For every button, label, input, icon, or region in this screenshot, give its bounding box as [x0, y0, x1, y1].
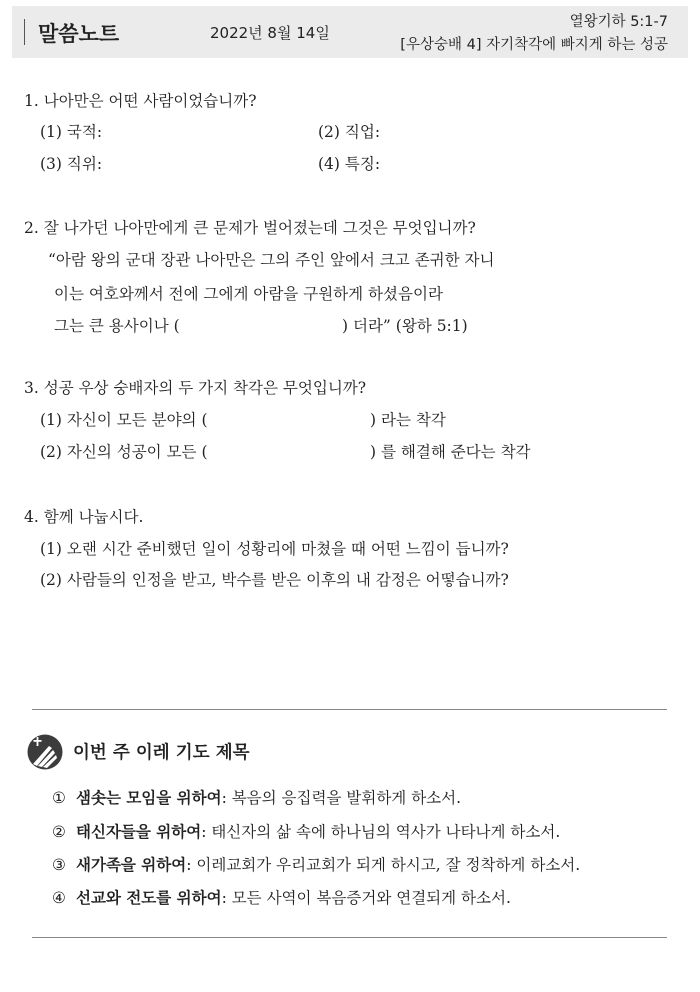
question-3: 3. 성공 우상 숭배자의 두 가지 착각은 무엇입니까?	[24, 379, 367, 397]
q1-item-position: (3) 직위:	[40, 155, 103, 173]
q2-quote-line-1: “아람 왕의 군대 장관 나아만은 그의 주인 앞에서 크고 존귀한 자니	[48, 251, 495, 269]
q2-quote-line-2: 이는 여호와께서 전에 그에게 아람을 구원하게 하셨음이라	[54, 285, 443, 303]
prayer-item-number: ②	[52, 823, 66, 841]
prayer-item-text: : 이레교회가 우리교회가 되게 하시고, 잘 정착하게 하소서.	[186, 856, 581, 874]
question-2: 2. 잘 나가던 나아만에게 큰 문제가 벌어졌는데 그것은 무엇입니까?	[24, 219, 476, 237]
prayer-item-number: ①	[52, 789, 66, 807]
header-banner	[12, 6, 688, 58]
page-title: 말씀노트	[38, 22, 120, 46]
q3-item-1-end: ) 라는 착각	[370, 411, 446, 429]
q2-quote-line-3-end: ) 더라” (왕하 5:1)	[342, 317, 468, 335]
q1-item-nationality: (1) 국적:	[40, 123, 103, 141]
praying-hands-icon	[27, 734, 63, 770]
prayer-item-text: : 복음의 응집력을 발휘하게 하소서.	[221, 789, 462, 807]
q3-item-1-start: (1) 자신이 모든 분야의 (	[40, 411, 208, 429]
prayer-item	[52, 820, 560, 842]
prayer-item-topic: 태신자들을 위하여	[76, 823, 202, 841]
q1-item-occupation: (2) 직업:	[318, 123, 381, 141]
prayer-item	[52, 853, 580, 875]
section-divider-bottom	[32, 937, 667, 938]
prayer-item-text: : 태신자의 삶 속에 하나님의 역사가 나타나게 하소서.	[201, 823, 561, 841]
prayer-item-topic: 샘솟는 모임을 위하여	[76, 789, 222, 807]
q4-item-1: (1) 오랜 시간 준비했던 일이 성황리에 마쳤을 때 어떤 느낌이 듭니까?	[40, 540, 509, 558]
prayer-item	[52, 886, 511, 908]
q1-item-trait: (4) 특징:	[318, 155, 381, 173]
sermon-title: [우상숭배 4] 자기착각에 빠지게 하는 성공	[400, 37, 668, 53]
date-label: 2022년 8월 14일	[210, 24, 330, 42]
q2-quote-line-3-start: 그는 큰 용사이나 (	[54, 317, 180, 335]
prayer-item-number: ③	[52, 856, 66, 874]
prayer-section-title: 이번 주 이레 기도 제목	[73, 743, 250, 763]
prayer-item-topic: 선교와 전도를 위하여	[76, 889, 222, 907]
section-divider-top	[32, 709, 667, 710]
prayer-item-topic: 새가족을 위하여	[76, 856, 187, 874]
question-1: 1. 나아만은 어떤 사람이었습니까?	[24, 92, 257, 110]
q4-item-2: (2) 사람들의 인정을 받고, 박수를 받은 이후의 내 감정은 어떻습니까?	[40, 571, 509, 589]
header-divider	[24, 19, 25, 45]
prayer-item	[52, 786, 461, 808]
question-4: 4. 함께 나눕시다.	[24, 508, 144, 526]
scripture-reference: 열왕기하 5:1-7	[569, 14, 668, 30]
prayer-item-number: ④	[52, 889, 66, 907]
q3-item-2-end: ) 를 해결해 준다는 착각	[370, 443, 531, 461]
prayer-item-text: : 모든 사역이 복음증거와 연결되게 하소서.	[221, 889, 511, 907]
q3-item-2-start: (2) 자신의 성공이 모든 (	[40, 443, 208, 461]
